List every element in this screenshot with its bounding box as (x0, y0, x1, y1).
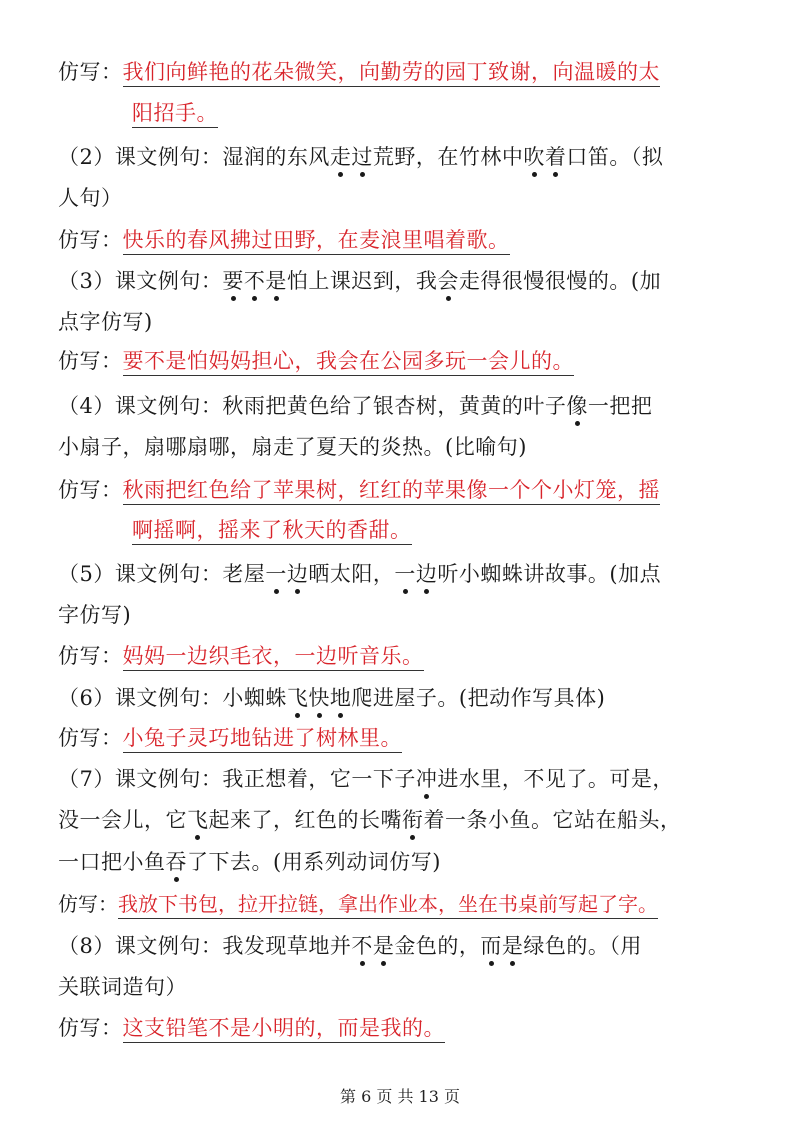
example-7-line-1 (58, 765, 674, 793)
text-run: 起来了，红色的长嘴 (208, 808, 402, 832)
emphasis-char: 边 (415, 562, 438, 586)
text-run: （3）课文例句： (58, 269, 223, 293)
text-run: （2）课文例句：湿润的东风 (58, 145, 330, 169)
example-4-line-2 (58, 433, 527, 461)
emphasis-char: 吹 (523, 145, 545, 169)
text-run: 关联词造句） (58, 975, 187, 999)
answer-text: 啊摇啊，摇来了秋天的香甜。 (132, 518, 412, 545)
emphasis-char: 会 (437, 269, 459, 293)
text-run: 金色的， (394, 934, 481, 958)
answer-text: 我们向鲜艳的花朵微笑，向勤劳的园丁致谢，向温暖的太 (123, 60, 661, 87)
example-4-line-1 (58, 392, 652, 420)
answer-line-5 (58, 642, 424, 670)
answer-line-8 (58, 1014, 445, 1042)
example-3-line-2 (58, 308, 153, 336)
text-run: 怕上课迟到，我 (286, 269, 438, 293)
text-run: 字仿写) (58, 603, 132, 627)
text-run: 仿写： (58, 478, 123, 502)
emphasis-char: 飞 (187, 808, 209, 832)
answer-text: 我放下书包，拉开拉链，拿出作业本，坐在书桌前写起了字。 (118, 892, 658, 919)
text-run: 一口把小鱼 (58, 850, 166, 874)
emphasis-char: 过 (351, 145, 373, 169)
emphasis-char: 衔 (402, 808, 424, 832)
text-run: 了下去。(用系列动词仿写) (187, 850, 441, 874)
text-run: 听小蜘蛛讲故事。(加点 (437, 562, 662, 586)
text-run: 一把把 (587, 394, 653, 418)
answer-line-4-cont (132, 516, 412, 544)
emphasis-char: 走 (329, 145, 352, 169)
answer-text: 秋雨把红色给了苹果树，红红的苹果像一个个小灯笼，摇 (123, 478, 661, 505)
answer-line-4 (58, 476, 660, 504)
emphasis-char: 是 (372, 934, 395, 958)
text-run: 进水里，不见了。可是， (437, 767, 674, 791)
example-8-line-1 (58, 932, 642, 960)
example-8-line-2 (58, 973, 187, 1001)
answer-text: 要不是怕妈妈担心，我会在公园多玩一会儿的。 (123, 349, 575, 376)
answer-line-2 (58, 226, 510, 254)
emphasis-char: 像 (566, 394, 588, 418)
text-run: 没一会儿，它 (58, 808, 187, 832)
page-footer: 第 6 页 共 13 页 (340, 1087, 460, 1106)
example-7-line-2 (58, 806, 682, 834)
emphasis-char: 是 (265, 269, 287, 293)
text-run: 仿写： (58, 60, 123, 84)
answer-line-1-cont (132, 99, 218, 127)
text-run: （6）课文例句：小蜘蛛 (58, 686, 287, 710)
emphasis-char: 不 (351, 934, 373, 958)
example-5-line-1 (58, 560, 661, 588)
text-run: （8）课文例句：我发现草地并 (58, 934, 352, 958)
text-run: 荒野，在竹林中 (372, 145, 524, 169)
text-run: （4）课文例句：秋雨把黄色给了银杏树，黄黄的叶子 (58, 394, 567, 418)
emphasis-char: 一 (394, 562, 416, 586)
emphasis-char: 地 (329, 686, 352, 710)
text-run: 仿写： (58, 644, 123, 668)
answer-text: 妈妈一边织毛衣，一边听音乐。 (123, 644, 424, 671)
example-3-line-1 (58, 267, 661, 295)
text-run: 小扇子，扇哪扇哪，扇走了夏天的炎热。(比喻句) (58, 435, 527, 459)
emphasis-char: 不 (243, 269, 266, 293)
emphasis-char: 要 (222, 269, 244, 293)
text-run: 着一条小鱼。它站在船头， (423, 808, 682, 832)
answer-line-7 (58, 890, 658, 918)
text-run: 仿写： (58, 349, 123, 373)
text-run: 仿写： (58, 892, 118, 916)
emphasis-char: 而 (480, 934, 502, 958)
emphasis-char: 冲 (415, 767, 438, 791)
answer-line-3 (58, 347, 574, 375)
answer-line-1 (58, 58, 660, 86)
answer-text: 阳招手。 (132, 101, 218, 128)
answer-line-6 (58, 724, 402, 752)
text-run: 点字仿写) (58, 310, 153, 334)
emphasis-char: 一 (265, 562, 287, 586)
text-run: 仿写： (58, 726, 123, 750)
emphasis-char: 是 (501, 934, 524, 958)
text-run: 爬进屋子。(把动作写具体) (351, 686, 606, 710)
text-run: 仿写： (58, 1016, 123, 1040)
example-2-line-2 (58, 184, 123, 212)
emphasis-char: 边 (286, 562, 309, 586)
text-run: 仿写： (58, 228, 123, 252)
example-5-line-2 (58, 601, 131, 629)
text-run: 口笛。（拟 (566, 145, 664, 169)
text-run: 晒太阳， (308, 562, 395, 586)
answer-text: 快乐的春风拂过田野，在麦浪里唱着歌。 (123, 228, 510, 255)
emphasis-char: 快 (308, 686, 330, 710)
emphasis-char: 飞 (286, 686, 309, 710)
example-7-line-3 (58, 848, 441, 876)
example-6-line-1 (58, 684, 605, 712)
text-run: 走得很慢很慢的。(加 (458, 269, 662, 293)
text-run: 绿色的。（用 (523, 934, 642, 958)
emphasis-char: 着 (544, 145, 567, 169)
text-run: 人句） (58, 186, 123, 210)
answer-text: 小兔子灵巧地钻进了树林里。 (123, 726, 403, 753)
answer-text: 这支铅笔不是小明的，而是我的。 (123, 1016, 446, 1043)
text-run: （5）课文例句：老屋 (58, 562, 266, 586)
example-2-line-1 (58, 143, 663, 171)
text-run: （7）课文例句：我正想着，它一下子 (58, 767, 416, 791)
emphasis-char: 吞 (165, 850, 187, 874)
